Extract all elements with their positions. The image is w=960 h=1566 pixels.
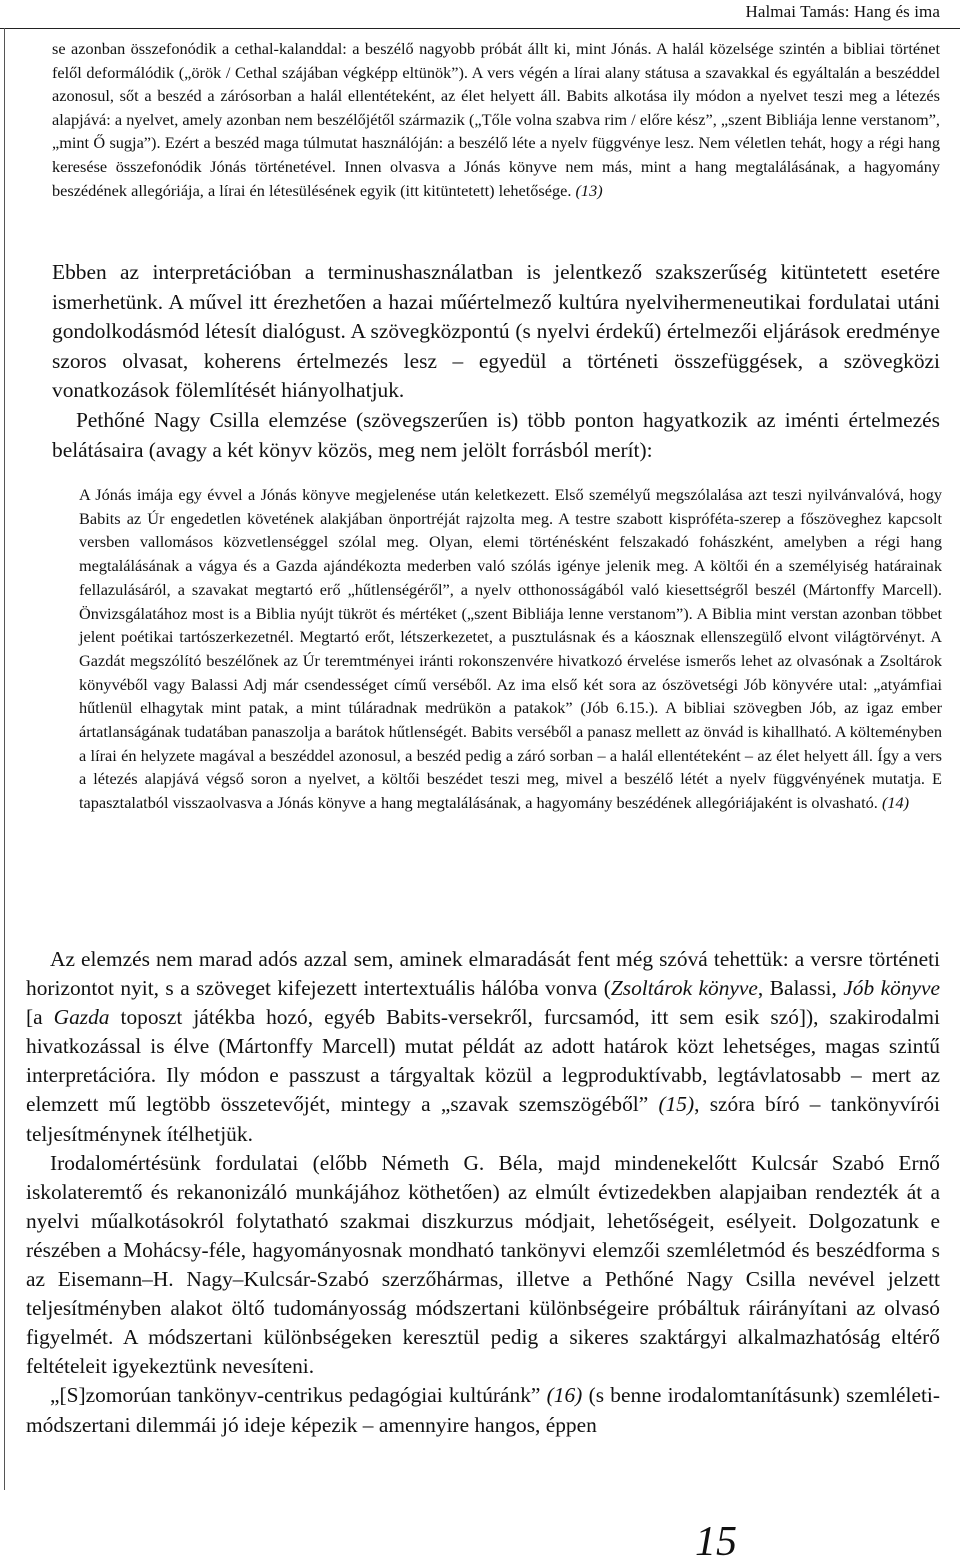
top-paragraph-body: se azonban összefonódik a cethal-kalanddal: a beszélő nagyobb próbát állt ki, mint Jónás. A halál közelsége szintén a bibliai történet felől deformálódik („örök / Cethal szájában végképp eltünök”). A vers végén a lírai alany státusa a szavakkal és egyáltalán a beszéddel azonosul, sőt a beszéd a zárósorban a halál ellentéteként, az élet helyett áll. Babits alkotása ily módon a nyelvet teszi meg a létezés alapjává: a nyelvet, amely azonban nem beszélőjétől származik („Tőle volna szabva rim / előre kész”, „szent Bibliája lenne verstanom”, „mint Ő sugja”). Ezért a beszéd maga túlmutat használóján: a beszélő léte a nyelv függvénye lesz. Nem véletlen tehát, hogy a régi hang keresése összefonódik Jónás történetével. Innen olvasva a Jónás könyve nem más, mint a hang megtalálásának, a hagyomány beszédének allegóriája, a lírai én létesülésének egyik (itt kitüntetett) lehetősége.: [52, 39, 940, 200]
quotation-body: A Jónás imája egy évvel a Jónás könyve megjelenése után keletkezett. Első személyű megszólalása azt teszi nyilvánvalóvá, hogy Babits az Úr engedetlen követének alakjában önportréját rajzolta meg. A testre szabott kispróféta-szerep a főszöveghez kapcsolt versben vallomásos közvetlenséggel szólal meg. Olyan, elemi történésként felszakadó fohászként, amelyben a régi hang megtalálásának a vágya és a Gazda ajándékozta mederben való szólás igénye jelenik meg. A költői én a személyiség határainak fellazulásáról, a szavakat megtartó erő „hűtlenségéről”, a nyelv otthonosságából való kiesettségről beszél (Mártonffy Marcell). Önvizsgálatához most is a Biblia nyújt tükröt és mértéket („szent Bibliája lenne verstanom”). A Biblia mint verstan azonban többet jelent poétikai tartószerkezetnél. Megtartó erőt, létszerkezetet, a pusztulásnak és a káosznak ellenszegülő elvont világtörvényt. A Gazdát megszólító beszélőnek az Úr teremtményei iránti rokonszenvére hivatkozó érvelése ismerős lehet az olvasónak a Zsoltárok könyvéből vagy Balassi Adj már csendességet című verséből. Az ima első két sora az ószövetségi Jób könyvére utal: „atyámfiai hűtlenül elhagytak mint patak, a mint túláradnak medrükön a patakok” (Jób 6.15.). A bibliai szövegben Jób, az igaz ember ártatlanságának tudatában panaszolja a barátok hűtlenségét. Babits verséből a panasz mellett az önvád is kihallható. A költeményben a lírai én helyzete magával a beszéddel azonosul, a beszéd pedig a záró sorban – a halál ellentéteként – az élet helyett áll. Így a vers a létezés alapjává végső soron a nyelvet, a költői beszédet teszi meg, mivel a beszélő létét a nyelv függvényének mutatja. E tapasztalatból visszaolvasva a Jónás könyve a hang megtalálásának, a hagyomány beszédének allegóriájaként is olvasható.: [79, 485, 942, 813]
footnote-ref-13: (13): [575, 180, 603, 200]
middle-paragraph: [52, 258, 940, 465]
middle-paragraph-text-1: Ebben az interpretációban a terminushasználatban is jelentkező szakszerűség kitüntetett esetére ismerhetünk. A művel itt érezhetően a hazai műértelmező kultúra nyelvihermeneutikai fordulatai utáni gondolkodásmód létesít dialógust. A szövegközpontú (s nyelvi érdekű) értelmezői eljárások eredménye szoros olvasat, koherens értelmezés lesz – egyedül a történeti összefüggések, a szövegközi vonatkozások fölemlítését hiányolhatjuk.: [52, 260, 940, 403]
p1-part-e: , szóra bíró – tankönyvírói teljesítménynek ítélhetjük.: [26, 1092, 940, 1146]
p1-italic-job: Jób könyve: [843, 976, 940, 1001]
page-number: 15: [695, 1519, 737, 1565]
footnote-ref-15: (15): [658, 1092, 695, 1117]
p1-italic-zsoltarok: Zsoltárok könyve: [610, 976, 758, 1001]
top-paragraph: [52, 37, 940, 202]
footnote-ref-16: (16): [546, 1383, 583, 1408]
bottom-section: [26, 945, 940, 1440]
p3-part-a: „[S]zomorúan tankönyv-centrikus pedagógiai kultúránk”: [50, 1383, 547, 1408]
p1-part-d: toposzt játékba hozó, egyéb Babits-versekről, furcsamód, itt sem esik szó]), szakirodalmi hivatkozással is élve (Mártonffy Marcell) mutat példát az adott határok közt lehetséges, magas szintű interpretációra. Ily módon e passzust a tárgyaltak közül a legproduktívabb, legtávlatosabb – mert az elemzett mű legtöbb összetevőjét, mintegy a „szavak szemszögéből”: [26, 1005, 940, 1117]
block-quotation: [79, 483, 942, 815]
p1-part-b: , Balassi,: [757, 976, 844, 1001]
p1-part-a: Az elemzés nem marad adós azzal sem, aminek elmaradását fent még szóvá tehettük: a versre történeti horizontot nyit, s a szöveget kifejezett intertextuális hálóba vonva (: [26, 947, 940, 1001]
bottom-paragraph-3: [26, 1381, 940, 1439]
header-rule: [0, 28, 960, 29]
quotation-text: [79, 483, 942, 815]
middle-paragraph-text-2: Pethőné Nagy Csilla elemzése (szövegszerűen is) több ponton hagyatkozik az iménti értelmezés belátásaira (avagy a két könyv közös, meg nem jelölt forrásból merít):: [52, 407, 940, 462]
p1-italic-gazda: Gazda: [53, 1005, 110, 1030]
top-paragraph-text: [52, 37, 940, 202]
bottom-paragraph-2: Irodalomértésünk fordulatai (előbb Németh G. Béla, majd mindenekelőtt Kulcsár Szabó Ernő iskolateremtő és rekanonizáló munkájához köthetően) az elmúlt évtizedekben alapjaiban rendezték át a nyelvi műalkotásokról folytatható szakmai diszkurzus módjait, lehetőségeit, esélyeit. Dolgozatunk e részében a Mohácsy-féle, hagyományosnak mondható tankönyvi elemzői szemléletmód és beszédforma s az Eisemann–H. Nagy–Kulcsár-Szabó szerzőhármas, illetve a Pethőné Nagy Csilla nevével jelzett teljesítményben alakot öltő tudományosság módszertani különbségeire próbáltuk ráirányítani az olvasó figyelmét. A módszertani különbségeken keresztül pedig a sikeres szaktárgyi alkalmazhatóság eltérő feltételeit igyekeztünk nevesíteni.: [26, 1150, 940, 1379]
p1-part-c: [a: [26, 1005, 54, 1030]
running-header: Halmai Tamás: Hang és ima: [745, 2, 940, 21]
bottom-paragraph-1: [26, 945, 940, 1149]
left-margin-rule: [4, 28, 5, 1490]
footnote-ref-14: (14): [881, 793, 910, 813]
p3-part-b: (s benne irodalomtanításunk) szemléleti-módszertani dilemmái jó ideje képezik – amennyire hangos, éppen: [26, 1383, 940, 1437]
